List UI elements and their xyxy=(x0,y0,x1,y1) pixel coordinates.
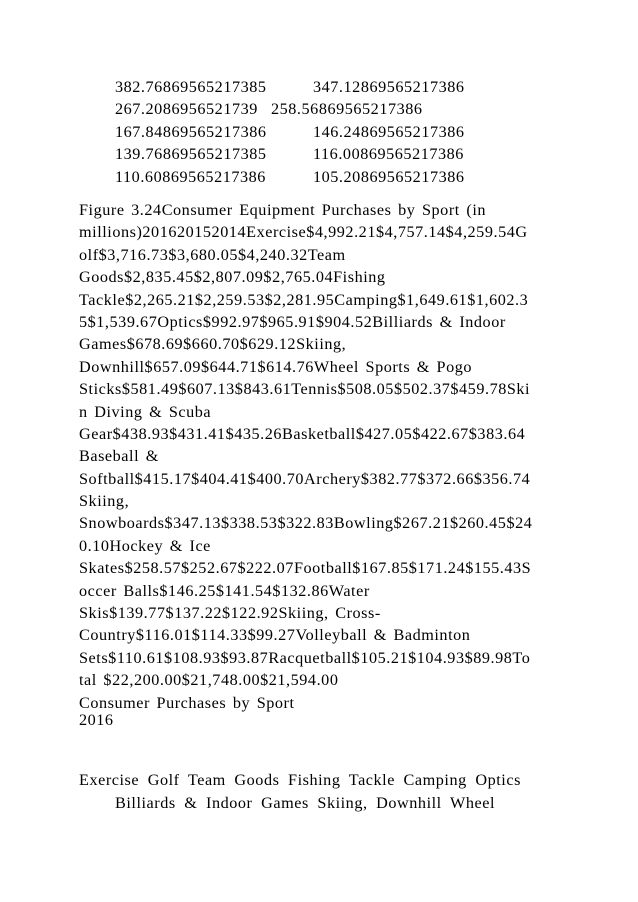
figure-text-line: Sticks$581.49$607.13$843.61Tennis$508.05$502.37$459.78Ski xyxy=(79,380,531,399)
number-cell: 105.20869565217386 xyxy=(313,167,465,186)
number-cell: 382.76869565217385 xyxy=(115,78,267,96)
figure-text-line: Goods$2,835.45$2,807.09$2,765.04Fishing xyxy=(79,268,386,287)
figure-text-line: Downhill$657.09$644.71$614.76Wheel Sports & Pogo xyxy=(79,357,473,376)
figure-text-line: Sets$110.61$108.93$93.87Racquetball$105.21$104.93$89.98To xyxy=(79,648,531,667)
figure-text-line: Snowboards$347.13$338.53$322.83Bowling$267.21$260.45$24 xyxy=(79,514,533,533)
number-cell: 116.00869565217386 xyxy=(313,145,464,164)
legend-line: Billiards & Indoor Games Skiing, Downhill Wheel xyxy=(115,794,496,812)
year-label: 2016 xyxy=(79,711,114,729)
number-cell: 267.2086956521739 xyxy=(115,100,258,119)
number-cell: 167.84869565217386 xyxy=(115,122,267,141)
figure-text-line: olf$3,716.73$3,680.05$4,240.32Team xyxy=(79,245,346,264)
figure-text-line: Skiing, xyxy=(79,492,130,511)
figure-text-line: Gear$438.93$431.41$435.26Basketball$427.05$422.67$383.64 xyxy=(79,424,526,443)
figure-text-line: tal $22,200.00$21,748.00$21,594.00 xyxy=(79,671,339,690)
figure-text-line: millions)201620152014Exercise$4,992.21$4,757.14$4,259.54G xyxy=(79,223,528,242)
figure-text-line: 0.10Hockey & Ice xyxy=(79,536,211,555)
number-cell: 139.76869565217385 xyxy=(115,145,267,164)
figure-text-line: Country$116.01$114.33$99.27Volleyball & Badminton xyxy=(79,626,471,645)
figure-text-line: Tackle$2,265.21$2,259.53$2,281.95Camping$1,649.61$1,602.3 xyxy=(79,290,529,309)
figure-text-line: Skis$139.77$137.22$122.92Skiing, Cross- xyxy=(79,604,381,623)
figure-text-line: occer Balls$146.25$141.54$132.86Water xyxy=(79,581,370,600)
figure-text-block xyxy=(79,199,562,714)
figure-text-line: Baseball & xyxy=(79,447,159,466)
figure-text-line: Consumer Purchases by Sport xyxy=(79,693,295,712)
figure-text-line: Softball$415.17$404.41$400.70Archery$382.77$372.66$356.74 xyxy=(79,469,531,488)
number-cell: 258.56869565217386 xyxy=(271,100,423,119)
figure-text-line: Skates$258.57$252.67$222.07Football$167.85$171.24$155.43S xyxy=(79,559,532,578)
number-cell: 347.12869565217386 xyxy=(313,78,465,96)
figure-text-line: 5$1,539.67Optics$992.97$965.91$904.52Billiards & Indoor xyxy=(79,312,506,331)
figure-text-line: Games$678.69$660.70$629.12Skiing, xyxy=(79,335,347,354)
figure-text-line: n Diving & Scuba xyxy=(79,402,212,421)
number-cell: 110.60869565217386 xyxy=(115,167,266,186)
number-cell: 146.24869565217386 xyxy=(313,122,465,141)
legend-line: Exercise Golf Team Goods Fishing Tackle Camping Optics xyxy=(79,771,521,789)
figure-text-line: Figure 3.24Consumer Equipment Purchases by Sport (in xyxy=(79,201,487,219)
